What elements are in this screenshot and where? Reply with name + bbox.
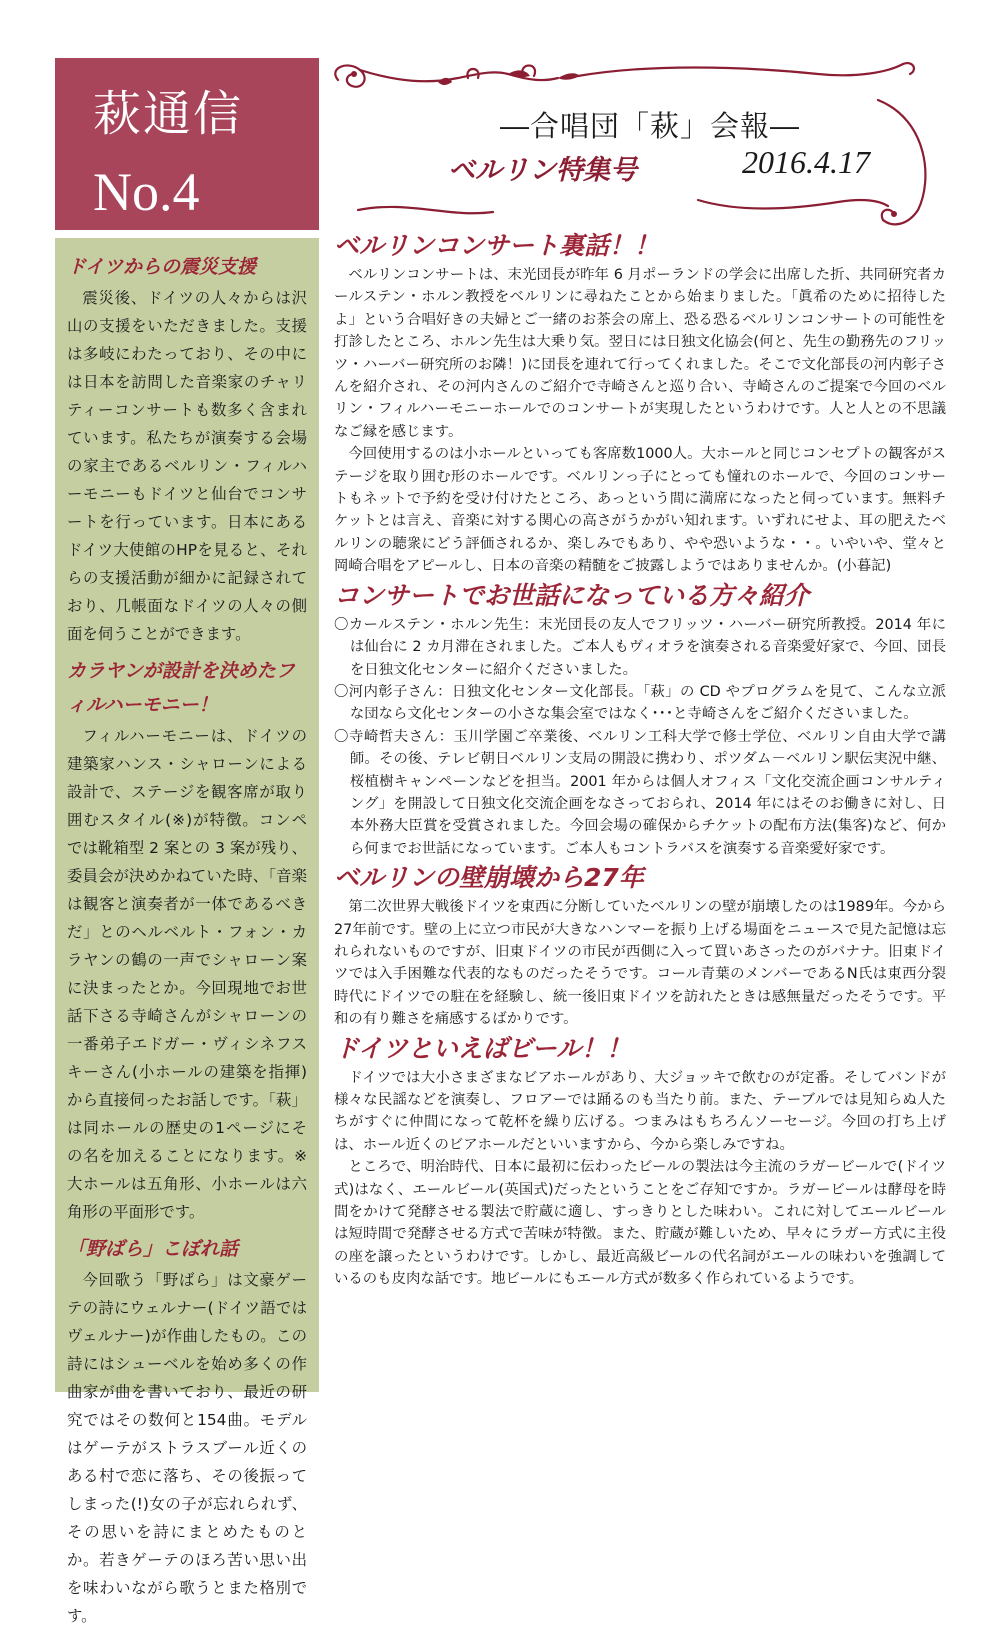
issue-number: No.4: [93, 162, 200, 222]
newsletter-subtitle: ―合唱団「萩」会報―: [500, 109, 801, 143]
person-horn: 〇カールステン・ホルン先生：末光団長の友人でフリッツ・ハーバー研究所教授。2014 年には仙台に 2 カ月滞在されました。ご本人もヴィオラを演奏される音楽愛好家で、今回、団長を日独文化センターに紹介くださいました。: [334, 616, 946, 678]
heading-beer: ドイツといえばビール！！: [334, 1033, 632, 1063]
sidebar-body-philharmonie: フィルハーモニーは、ドイツの建築家ハンス・シャローンによる設計で、ステージを観客席が取り囲むスタイル(※)が特徴。コンペでは靴箱型 2 案との 3 案が残り、委員会が決めかねていた時、「音楽は観客と演奏者が一体であるべきだ」とのヘルベルト・フォン・カラヤンの鶴の一声でシャローン案に決まったとか。今回現地でお世話下さる寺崎さんがシャローンの一番弟子エドガー・ヴィシネフスキーさん(小ホールの建築を指揮)から直接伺ったお話しです。「萩」は同ホールの歴史の1ページにその名を加えることになります。※大ホールは五角形、小ホールは六角形の平面形です。: [67, 727, 307, 1221]
sidebar-body-heidenroslein: 今回歌う「野ばら」は文豪ゲーテの詩にウェルナー(ドイツ語ではヴェルナー)が作曲したもの。この詩にはシューベルを始め多くの作曲家が曲を書いており、最近の研究ではその数何と154曲。モデルはゲーテがストラスブール近くのある村で恋に落ち、その後振ってしまった(!)女の子が忘れられず、その思いを詩にまとめたものとか。若きゲーテのほろ苦い思い出を味わいながら歌うとまた格別です。: [67, 1271, 307, 1625]
beer-paragraph-2: ところで、明治時代、日本に最初に伝わったビールの製法は今主流のラガービールで(ドイツ式)はなく、エールビール(英国式)だったということをご存知ですか。ラガービールは酵母を時間をかけて発酵させる製法で貯蔵に適し、すっきりとした味わい。これに対してエールビールは短時間で発酵させる方式で苦味が特徴。また、貯蔵が難しいため、早々にラガー方式に主役の座を譲ったというわけです。しかし、最近高級ビールの代名詞がエールの味わいを強調しているのも皮肉な話です。地ビールにもエール方式が数多く作られているようです。: [334, 1159, 946, 1288]
person-kawachi: 〇河内彰子さん：日独文化センター文化部長。「萩」の CD やプログラムを見て、こんな立派な団なら文化センターの小さな集会室ではなく･･･と寺崎さんをご紹介くださいました。: [334, 683, 946, 723]
heading-people-intro: コンサートでお世話になっている方々紹介: [334, 580, 810, 610]
main-column: [334, 228, 946, 1291]
masthead: [55, 58, 319, 230]
concert-paragraph-1: ベルリンコンサートは、末光団長が昨年 6 月ポーランドの学会に出席した折、共同研究者カールステン・ホルン教授をベルリンに尋ねたことから始まりました。「眞希のために招待したよ」という合唱好きの夫婦とご一緒のお茶会の席上、恐る恐るベルリンコンサートの可能性を打診したところ、ホルン先生は大乗り気。翌日には日独文化協会(何と、先生の勤務先のフリッツ・ハーバー研究所のお隣！)に団長を連れて行ってくれました。そこで文化部長の河内彰子さんを紹介され、その河内さんのご紹介で寺崎さんと巡り合い、寺崎さんのご提案で今回のベルリン・フィルハーモニーホールでのコンサートが実現したというわけです。人と人との不思議なご縁を感じます。: [334, 267, 946, 440]
sidebar-heading-quake-support: ドイツからの震災支援: [67, 256, 257, 278]
sidebar-body-quake-support: 震災後、ドイツの人々からは沢山の支援をいただきました。支援は多岐にわたっており、その中には日本を訪問した音楽家のチャリティーコンサートも数多く含まれています。私たちが演奏する会場の家主であるベルリン・フィルハーモニーもドイツと仙台でコンサートを行っています。日本にあるドイツ大使館のHPを見ると、それらの支援活動が細かに記録されており、几帳面なドイツの人々の側面を伺うことができます。: [67, 289, 307, 643]
sidebar-heading-heidenroslein: 「野ばら」こぼれ話: [67, 1238, 239, 1260]
sidebar: [55, 238, 319, 1625]
wall-paragraph: 第二次世界大戦後ドイツを東西に分断していたベルリンの壁が崩壊したのは1989年。今から27年前です。壁の上に立つ市民が大きなハンマーを振り上げる場面をニュースで見た記憶は忘れられないものですが、旧東ドイツの市民が西側に入って買いあさったのがバナナ。旧東ドイツでは入手困難な代表的なものだったそうです。コール青葉のメンバーであるN氏は東西分裂時代にドイツでの駐在を経験し、統一後旧東ドイツを訪れたときは感無量だったそうです。平和の有り難さを痛感するばかりです。: [334, 899, 946, 1028]
heading-berlin-wall: ベルリンの壁崩壊から27年: [334, 863, 644, 893]
special-issue-label: ベルリン特集号: [448, 155, 637, 186]
beer-paragraph-1: ドイツでは大小さまざまなビアホールがあり、大ジョッキで飲むのが定番。そしてバンドが様々な民謡などを演奏し、フロアーでは踊るのも当たり前。また、テーブルでは見知らぬ人たちがすぐに仲間になって乾杯を繰り広げる。つまみはもちろんソーセージ。今回の打ち上げは、ホール近くのビアホールだといいますから、今から楽しみですね。: [334, 1069, 946, 1153]
issue-date: 2016.4.17: [742, 144, 870, 180]
person-terasaki: 〇寺崎哲夫さん：玉川学園ご卒業後、ベルリン工科大学で修士学位、ベルリン自由大学で講師。その後、テレビ朝日ベルリン支局の開設に携わり、ポツダム－ベルリン駅伝実況中継、桜植樹キャンペーンなどを担当。2001 年からは個人オフィス「文化交流企画コンサルティング」を開設して日独文化交流企画をなさっておられ、2014 年にはそのお働きに対し、日本外務大臣賞を受賞されました。今回会場の確保からチケットの配布方法(集客)など、何から何までお世話になっています。ご本人もコントラバスを演奏する音楽愛好家です。: [334, 728, 946, 857]
concert-paragraph-2: 今回使用するのは小ホールといっても客席数1000人。大ホールと同じコンセプトの観客がステージを取り囲む形のホールです。ベルリンっ子にとっても憧れのホールで、今回のコンサートもネットで予約を受け付けたところ、あっという間に満席になったと伺っています。無料チケットとは言え、音楽に対する関心の高さがうかがい知れます。いずれにせよ、耳の肥えたベルリンの聴衆にどう評価されるか、楽しみでもあり、やや恐いような・・。いやいや、堂々と岡崎合唱をアピールし、日本の音楽の精髄をご披露しようではありませんか。(小暮記): [334, 446, 946, 575]
newsletter-title: 萩通信: [93, 86, 244, 142]
sidebar-heading-philharmonie: カラヤンが設計を決めたフィルハーモニー！: [67, 660, 295, 716]
heading-concert-backstory: ベルリンコンサート裏話！！: [334, 231, 660, 260]
